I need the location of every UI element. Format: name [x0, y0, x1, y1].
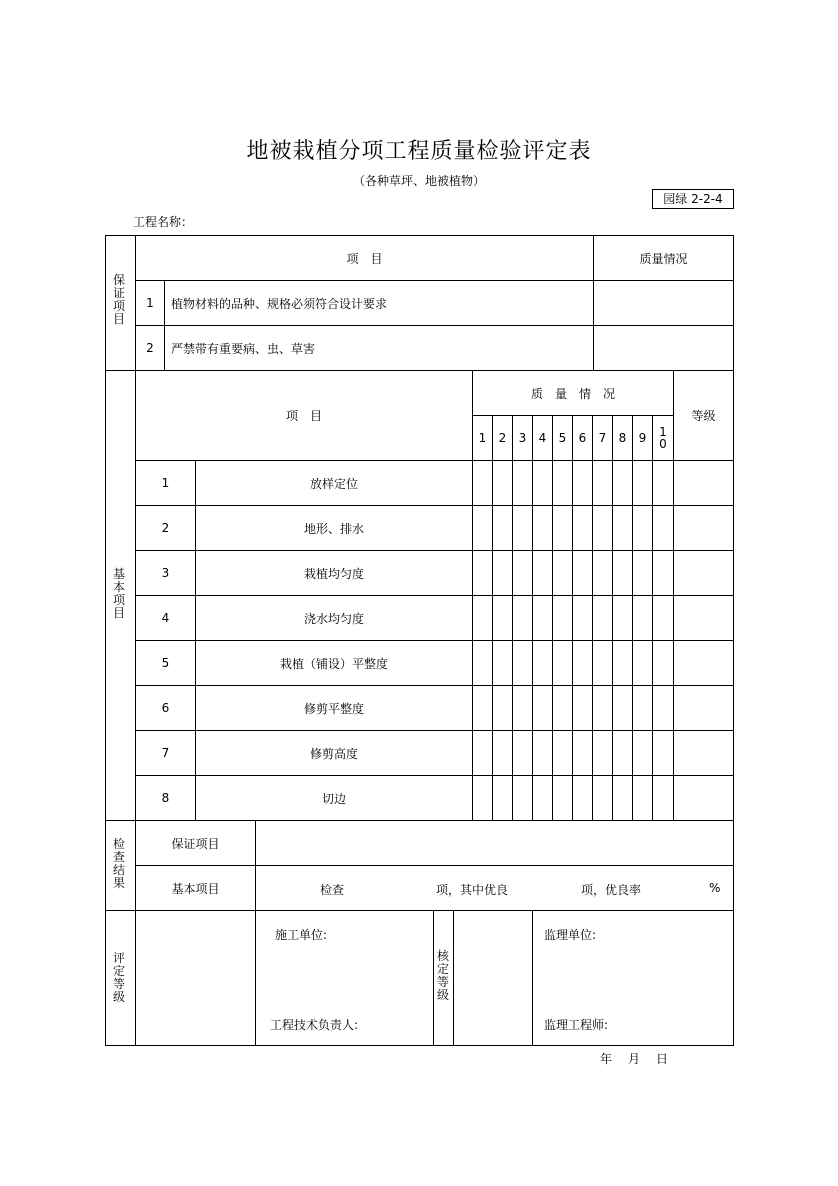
quality-column-header: 4	[538, 431, 547, 445]
basic-item-no: 8	[161, 791, 170, 805]
guarantee-item-header: 项 目	[346, 251, 383, 266]
basic-item-no: 4	[161, 611, 170, 625]
basic-item-text: 浇水均匀度	[303, 611, 364, 626]
basic-item-no: 6	[161, 701, 170, 715]
basic-item-no: 3	[161, 566, 170, 580]
basic-item-header: 项 目	[285, 409, 322, 423]
guarantee-item-no: 2	[146, 341, 154, 355]
quality-column-header: 9	[638, 431, 647, 445]
basic-item-text: 栽植均匀度	[303, 566, 364, 581]
date-line	[600, 1050, 684, 1067]
verify-grade-label: 核定等级	[436, 949, 449, 1002]
quality-column-header: 3	[518, 431, 527, 445]
date-year: 年	[600, 1052, 613, 1066]
date-month: 月	[628, 1052, 641, 1066]
basic-grade-header: 等级	[691, 409, 716, 423]
basic-item-text: 地形、排水	[303, 521, 364, 536]
check-basic-label: 基本项目	[171, 881, 220, 896]
basic-item-no: 7	[161, 746, 170, 760]
basic-item-text: 切边	[321, 791, 346, 806]
quality-column-header: 10	[659, 425, 667, 451]
check-rate-text: 项，优良率	[581, 883, 642, 897]
basic-item-text: 修剪高度	[309, 746, 358, 761]
guarantee-item-text: 严禁带有重要病、虫、草害	[171, 341, 316, 356]
check-percent: %	[709, 881, 721, 895]
rating-section-label: 评定等级	[112, 951, 125, 1004]
form-code: 园绿 2-2-4	[652, 189, 734, 209]
quality-column-header: 8	[618, 431, 627, 445]
quality-column-header: 7	[598, 431, 607, 445]
check-guarantee-label: 保证项目	[171, 836, 220, 851]
construction-unit-label: 施工单位:	[275, 928, 328, 942]
project-name-label: 工程名称：	[133, 215, 194, 229]
basic-item-no: 1	[161, 476, 170, 490]
check-items-text: 项，其中优良	[436, 883, 509, 897]
basic-item-text: 栽植（铺设）平整度	[279, 656, 388, 671]
date-day: 日	[656, 1052, 669, 1066]
supervision-unit-label: 监理单位:	[544, 928, 597, 942]
check-text: 检查	[320, 883, 345, 897]
guarantee-quality-header: 质量情况	[639, 251, 688, 266]
tech-lead-label: 工程技术负责人:	[270, 1018, 359, 1032]
quality-column-header: 6	[578, 431, 587, 445]
page-subtitle: （各种草坪、地被植物）	[352, 174, 485, 188]
page-title: 地被栽植分项工程质量检验评定表	[246, 139, 592, 164]
basic-item-text: 修剪平整度	[303, 701, 364, 716]
guarantee-item-text: 植物材料的品种、规格必须符合设计要求	[171, 296, 388, 311]
guarantee-item-no: 1	[146, 296, 154, 310]
quality-column-header: 1	[478, 431, 487, 445]
basic-quality-header: 质 量 情 况	[530, 386, 615, 401]
basic-item-no: 2	[161, 521, 170, 535]
quality-column-header: 2	[498, 431, 507, 445]
basic-section-label: 基本项目	[112, 567, 125, 620]
supervisor-label: 监理工程师:	[544, 1018, 609, 1032]
basic-item-text: 放样定位	[309, 476, 358, 491]
basic-item-no: 5	[161, 656, 170, 670]
check-section-label: 检查结果	[112, 837, 125, 890]
guarantee-section-label: 保证项目	[112, 273, 125, 326]
quality-column-header: 5	[558, 431, 567, 445]
